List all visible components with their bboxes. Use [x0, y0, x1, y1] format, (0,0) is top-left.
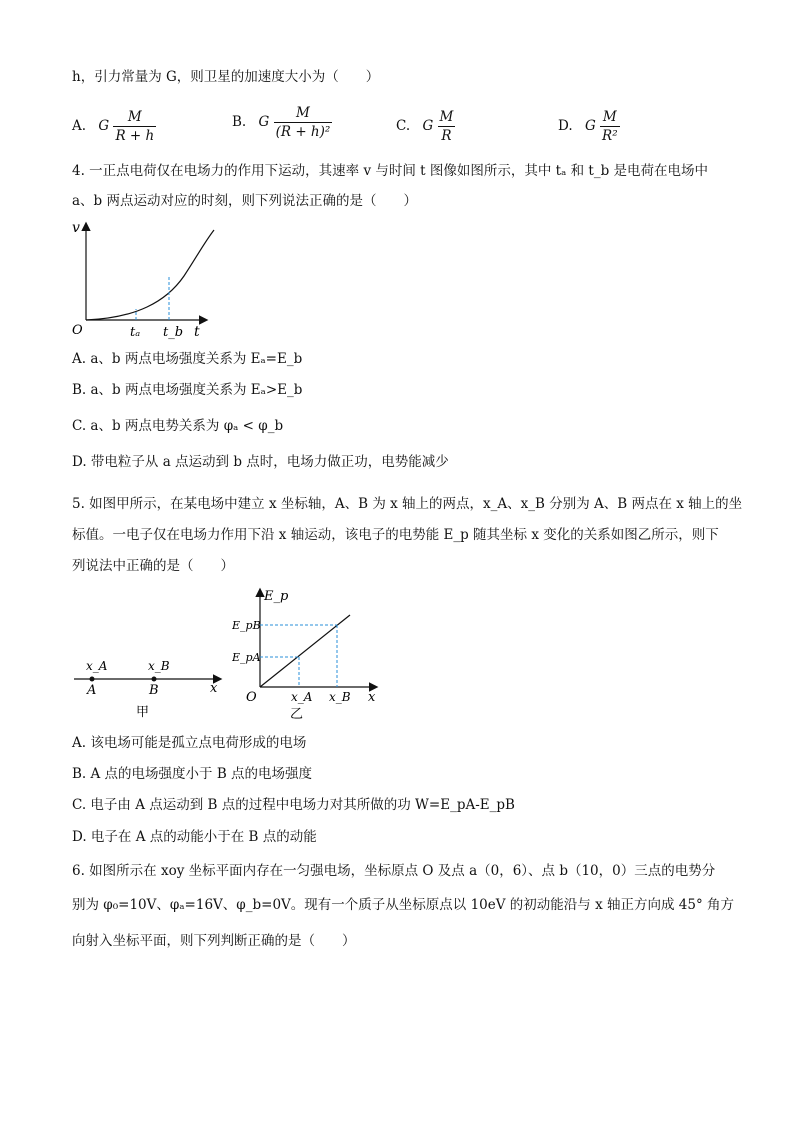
- q3-option-a: [72, 108, 156, 145]
- numerator: M: [113, 108, 156, 127]
- q5-option-c: C. 电子由 A 点运动到 B 点的过程中电场力对其所做的功 W=E_pA-E_pB: [72, 797, 515, 813]
- q5-yi-y-label: E_p: [264, 589, 289, 604]
- q5-option-b: B. A 点的电场强度小于 B 点的电场强度: [72, 766, 313, 782]
- q3-option-b: [232, 104, 332, 141]
- q5-yi-epb-label: E_pB: [232, 619, 261, 632]
- q5-option-d: D. 电子在 A 点的动能小于在 B 点的动能: [72, 829, 317, 845]
- q5-jia-xb-label: x_B: [148, 659, 170, 673]
- fraction: [274, 104, 333, 141]
- denominator: R: [441, 128, 452, 144]
- q4-vt-curve: [86, 230, 214, 320]
- q4-stem-line1: 4. 一正点电荷仅在电场力的作用下运动，其速率 v 与时间 t 图像如图所示，其中 tₐ 和 t_b 是电荷在电场中: [72, 163, 709, 179]
- q4-option-a: A. a、b 两点电场强度关系为 Eₐ=E_b: [72, 351, 303, 367]
- q5-point-a: [90, 677, 95, 682]
- q5-option-a: A. 该电场可能是孤立点电荷形成的电场: [72, 735, 307, 751]
- q4-stem-line2: a、b 两点运动对应的时刻，则下列说法正确的是（ ）: [72, 193, 417, 209]
- constant-g: G: [258, 114, 270, 130]
- numerator: M: [600, 108, 620, 127]
- q6-stem-line2: 别为 φ₀=10V、φₐ=16V、φ_b=0V。现有一个质子从坐标原点以 10eV 的初动能沿与 x 轴正方向成 45° 角方: [72, 897, 734, 913]
- q5-jia-x-label: x: [210, 681, 218, 696]
- q6-stem-line1: 6. 如图所示在 xoy 坐标平面内存在一匀强电场，坐标原点 O 及点 a（0，6）、点 b（10，0）三点的电势分: [72, 863, 716, 879]
- q5-stem-line1: 5. 如图甲所示，在某电场中建立 x 坐标轴，A、B 为 x 轴上的两点，x_A、x_B 分别为 A、B 两点在 x 轴上的坐: [72, 496, 743, 512]
- numerator: M: [439, 109, 454, 125]
- q3-option-d: [558, 108, 620, 145]
- q5-yi-xa-label: x_A: [291, 690, 313, 704]
- q3-stem-tail: h，引力常量为 G，则卫星的加速度大小为（ ）: [72, 69, 380, 85]
- constant-g: G: [422, 118, 434, 134]
- option-label: C.: [396, 118, 411, 134]
- q4-y-label: v: [72, 220, 80, 236]
- fraction: [438, 108, 456, 145]
- q5-figure-jia: [70, 652, 230, 722]
- q5-stem-line2: 标值。一电子仅在电场力作用下沿 x 轴运动，该电子的电势能 E_p 随其坐标 x 变化的关系如图乙所示，则下: [72, 527, 719, 543]
- q6-stem-line3: 向射入坐标平面，则下列判断正确的是（ ）: [72, 933, 356, 949]
- q4-option-c: C. a、b 两点电势关系为 φₐ < φ_b: [72, 418, 284, 434]
- denominator: R + h: [115, 128, 155, 144]
- q4-origin-label: O: [72, 323, 83, 338]
- q5-jia-xa-label: x_A: [86, 659, 108, 673]
- numerator: M: [274, 104, 333, 123]
- q5-stem-line3: 列说法中正确的是（ ）: [72, 558, 234, 574]
- fraction: [600, 108, 620, 145]
- option-label: D.: [558, 118, 573, 134]
- q5-yi-caption: 乙: [290, 707, 304, 722]
- denominator: R²: [602, 128, 618, 144]
- q4-ta-label: tₐ: [130, 325, 141, 340]
- q5-yi-epa-label: E_pA: [232, 651, 261, 664]
- q4-x-label: t: [194, 324, 200, 340]
- q5-yi-x-label: x: [368, 690, 376, 705]
- q5-jia-b-label: B: [149, 683, 159, 698]
- q5-point-b: [152, 677, 157, 682]
- q5-jia-caption: 甲: [136, 705, 150, 720]
- option-label: A.: [72, 118, 87, 134]
- q3-option-c: [396, 108, 455, 145]
- q5-yi-xb-label: x_B: [329, 690, 351, 704]
- q4-option-b: B. a、b 两点电场强度关系为 Eₐ>E_b: [72, 382, 303, 398]
- denominator: (R + h)²: [275, 124, 331, 140]
- fraction: [113, 108, 156, 145]
- q5-figure-yi: [232, 584, 382, 724]
- constant-g: G: [584, 118, 596, 134]
- q4-option-d: D. 带电粒子从 a 点运动到 b 点时，电场力做正功，电势能减少: [72, 454, 449, 470]
- q5-jia-a-label: A: [87, 683, 97, 698]
- constant-g: G: [98, 118, 110, 134]
- q4-tb-label: t_b: [163, 325, 184, 340]
- option-label: B.: [232, 114, 247, 130]
- q5-yi-origin-label: O: [246, 690, 257, 705]
- q4-vt-graph: [66, 218, 216, 343]
